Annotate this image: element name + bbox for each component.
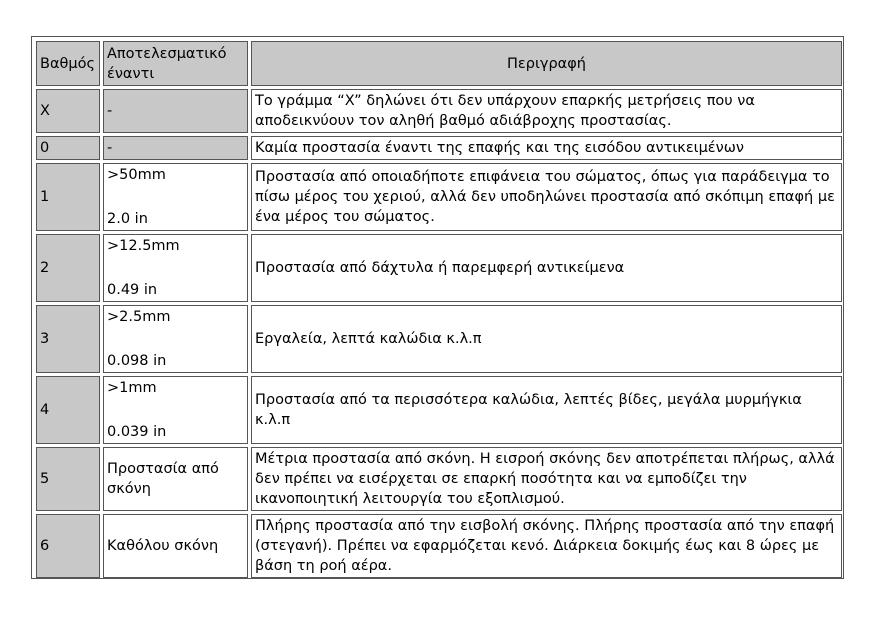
grade-cell: 5 [36,447,100,511]
table-row [36,376,842,444]
against-imperial: 0.49 in [107,282,158,298]
table-row [36,234,842,302]
against-cell: Προστασία από σκόνη [103,447,248,511]
description-cell: Προστασία από τα περισσότερα καλώδια, λεπτές βίδες, μεγάλα μυρμήγκια κ.λ.π [251,376,842,444]
table-row [36,163,842,231]
against-metric: >2.5mm [107,309,171,325]
grade-cell: 2 [36,234,100,302]
against-cell [103,376,248,444]
header-grade: Βαθμός [36,41,100,86]
table-row [36,305,842,373]
grade-cell: X [36,89,100,133]
description-cell: Προστασία από οποιαδήποτε επιφάνεια του σώματος, όπως για παράδειγμα το πίσω μέρος του χεριού, αλλά δεν υποδηλώνει προστασία από σκόπιμη επαφή με ένα μέρος του σώματος. [251,163,842,231]
grade-cell: 3 [36,305,100,373]
table-row [36,447,842,511]
description-cell: Μέτρια προστασία από σκόνη. Η εισροή σκόνης δεν αποτρέπεται πλήρως, αλλά δεν πρέπει να εισέρχεται σε επαρκή ποσότητα και να εμποδίζει την ικανοποιητική λειτουργία του εξοπλισμού. [251,447,842,511]
against-imperial: 0.039 in [107,424,167,440]
description-cell: Εργαλεία, λεπτά καλώδια κ.λ.π [251,305,842,373]
description-cell: Το γράμμα “X” δηλώνει ότι δεν υπάρχουν επαρκής μετρήσεις που να αποδεικνύουν τον αληθή βαθμό αδιάβροχης προστασίας. [251,89,842,133]
against-cell [103,305,248,373]
against-cell: - [103,89,248,133]
table-row [36,514,842,578]
description-cell: Προστασία από δάχτυλα ή παρεμφερή αντικείμενα [251,234,842,302]
table-row [36,136,842,160]
header-against: Αποτελεσματικό έναντι [103,41,248,86]
against-cell [103,234,248,302]
table-row [36,89,842,133]
grade-cell: 0 [36,136,100,160]
against-cell: Καθόλου σκόνη [103,514,248,578]
against-imperial: 0.098 in [107,353,167,369]
against-cell [103,163,248,231]
against-metric: >50mm [107,167,166,183]
ip-rating-table [33,38,845,581]
grade-cell: 6 [36,514,100,578]
against-cell: - [103,136,248,160]
against-metric: >1mm [107,380,157,396]
table-header-row [36,41,842,86]
against-imperial: 2.0 in [107,211,148,227]
grade-cell: 4 [36,376,100,444]
description-cell: Πλήρης προστασία από την εισβολή σκόνης. Πλήρης προστασία από την επαφή (στεγανή). Πρέπει να εφαρμόζεται κενό. Διάρκεια δοκιμής έως και 8 ώρες με βάση τη ροή αέρα. [251,514,842,578]
description-cell: Καμία προστασία έναντι της επαφής και της εισόδου αντικειμένων [251,136,842,160]
against-metric: >12.5mm [107,238,180,254]
grade-cell: 1 [36,163,100,231]
header-description: Περιγραφή [251,41,842,86]
